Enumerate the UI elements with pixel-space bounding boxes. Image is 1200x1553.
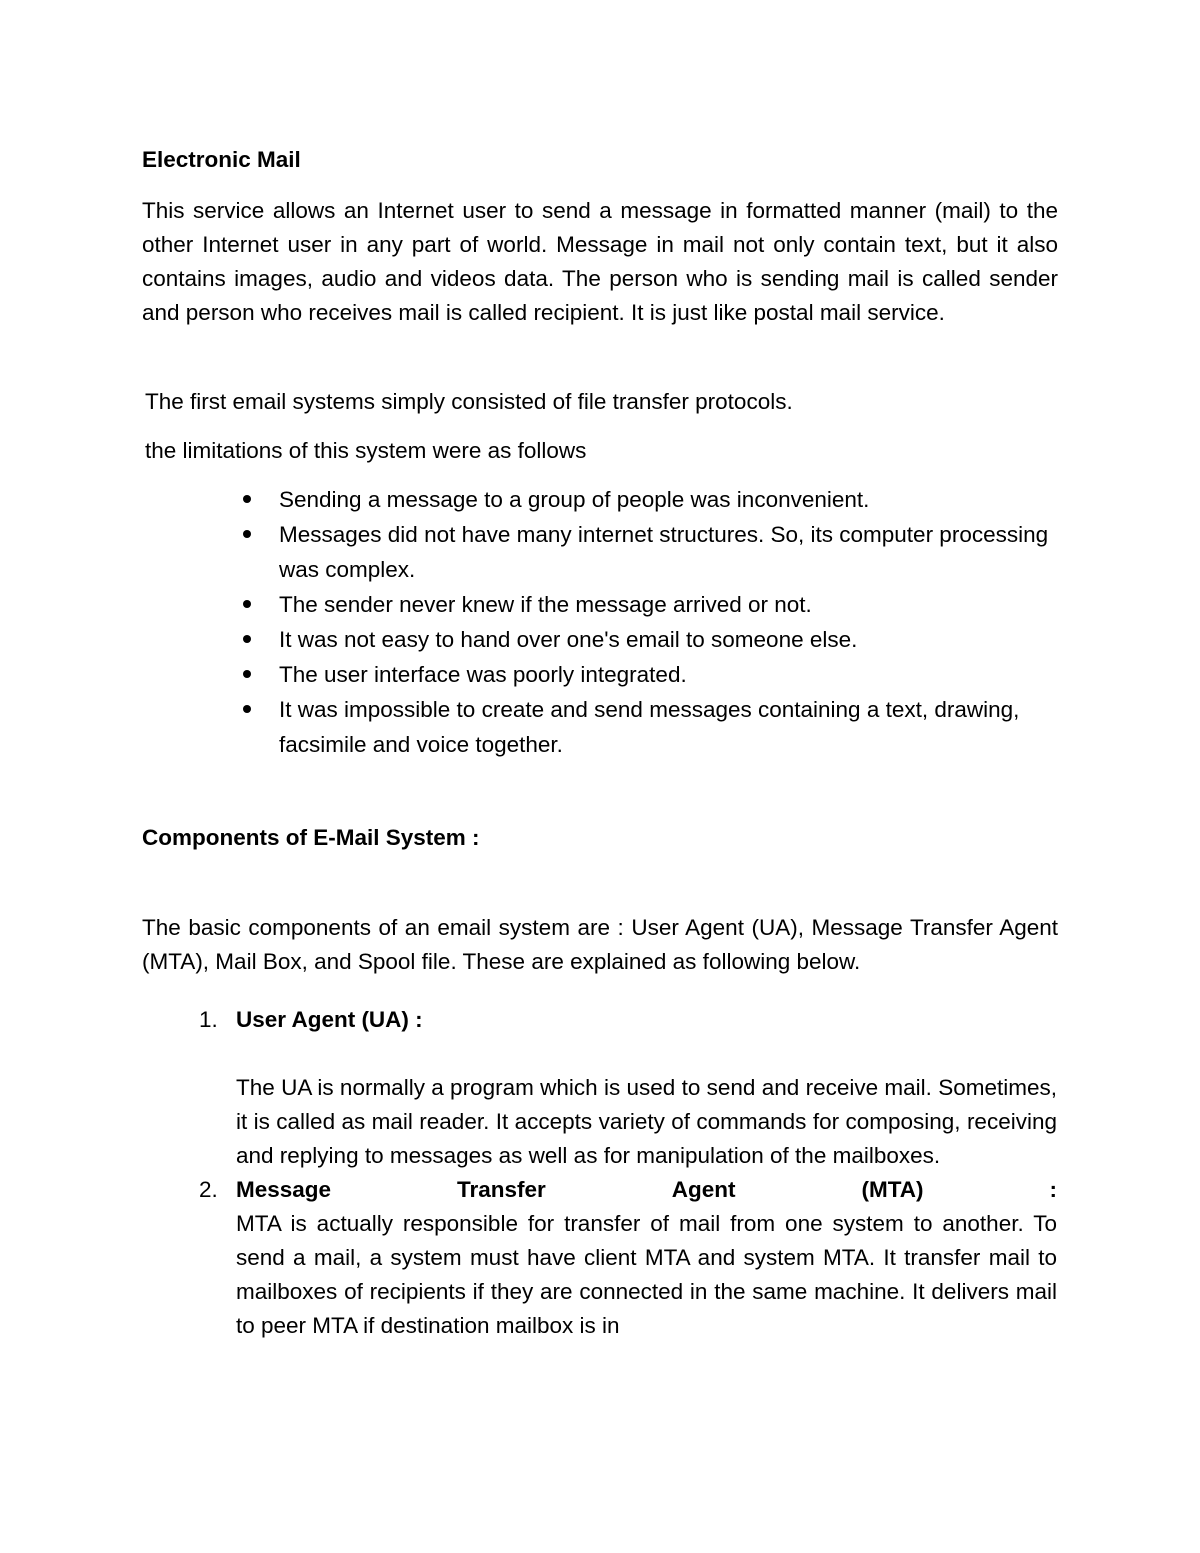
list-item-text: The sender never knew if the message arrived or not. <box>279 592 812 617</box>
bullet-icon <box>243 670 251 678</box>
components-list <box>199 1003 1057 1343</box>
list-item <box>243 587 1083 622</box>
list-item-text: It was impossible to create and send messages containing a text, drawing, facsimile and voice together. <box>279 697 1020 757</box>
list-number: 1. <box>199 1007 218 1032</box>
list-item-text: It was not easy to hand over one's email to someone else. <box>279 627 858 652</box>
component-item-user-agent <box>199 1003 1057 1173</box>
intro-paragraph: This service allows an Internet user to send a message in formatted manner (mail) to the other Internet user in any part of world. Message in mail not only contain text, but it also contains images, audio and videos data. The person who is sending mail is called sender and person who receives mail is called recipient. It is just like postal mail service. <box>142 198 1058 325</box>
component-title <box>236 1173 1057 1207</box>
component-body: The UA is normally a program which is used to send and receive mail. Sometimes, it is called as mail reader. It accepts variety of commands for composing, receiving and replying to messages as well as for manipulation of the mailboxes. <box>236 1075 1057 1168</box>
bullet-icon <box>243 705 251 713</box>
component-item-mta <box>199 1173 1057 1343</box>
bullet-icon <box>243 495 251 503</box>
bullet-icon <box>243 635 251 643</box>
list-number: 2. <box>199 1177 218 1202</box>
bullet-icon <box>243 530 251 538</box>
title-word: : <box>1049 1177 1057 1202</box>
bullet-icon <box>243 600 251 608</box>
list-item <box>243 657 1083 692</box>
title-word: Message <box>236 1177 332 1202</box>
limitations-intro: the limitations of this system were as follows <box>145 438 587 463</box>
list-item <box>243 482 1083 517</box>
components-heading: Components of E-Mail System : <box>142 825 480 850</box>
list-item <box>243 692 1083 762</box>
document-title: Electronic Mail <box>142 147 301 172</box>
list-item <box>243 517 1083 587</box>
components-intro: The basic components of an email system are : User Agent (UA), Message Transfer Agent (MTA), Mail Box, and Spool file. These are explained as following below. <box>142 915 1058 974</box>
component-spacer <box>236 1037 1057 1071</box>
component-title: User Agent (UA) : <box>236 1007 423 1032</box>
first-systems-paragraph: The first email systems simply consisted of file transfer protocols. <box>145 389 793 414</box>
component-body: MTA is actually responsible for transfer of mail from one system to another. To send a mail, a system must have client MTA and system MTA. It transfer mail to mailboxes of recipients if they are connected in the same machine. It delivers mail to peer MTA if destination mailbox is in <box>236 1211 1057 1338</box>
list-item-text: Sending a message to a group of people was inconvenient. <box>279 487 870 512</box>
limitations-list <box>243 482 1083 762</box>
list-item <box>243 622 1083 657</box>
list-item-text: Messages did not have many internet structures. So, its computer processing was complex. <box>279 522 1049 582</box>
title-word: Transfer <box>457 1177 546 1202</box>
title-word: (MTA) <box>861 1177 924 1202</box>
title-word: Agent <box>671 1177 736 1202</box>
list-item-text: The user interface was poorly integrated. <box>279 662 687 687</box>
